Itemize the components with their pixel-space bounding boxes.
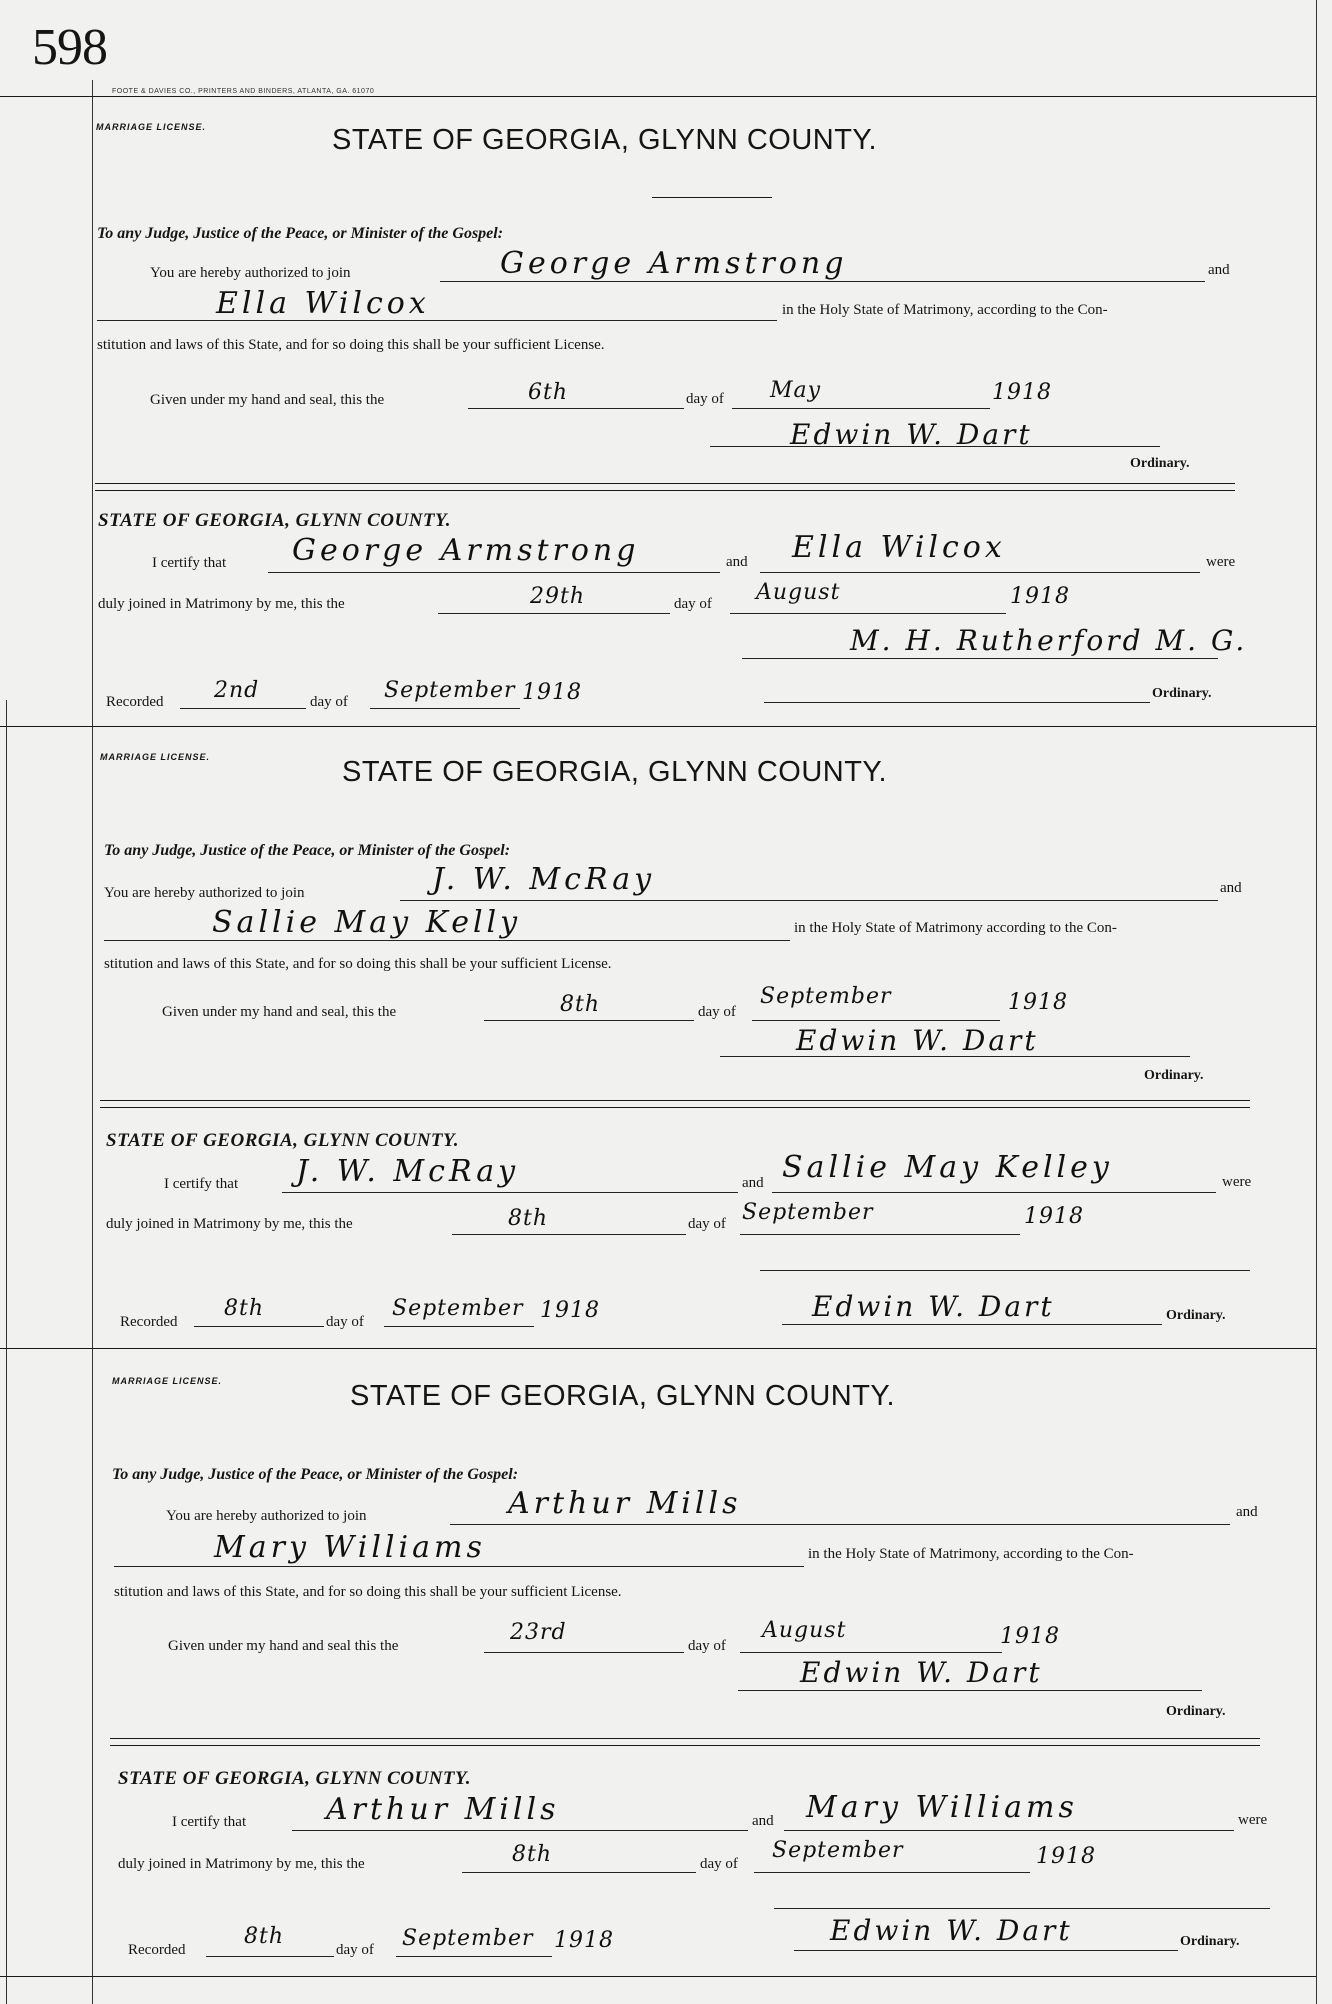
certify-text: I certify that bbox=[172, 1814, 247, 1830]
ordinary-line bbox=[738, 1690, 1202, 1691]
constitution-text: stitution and laws of this State, and for so doing this shall be your sufficient License. bbox=[114, 1584, 622, 1600]
recorded-day-of: day of bbox=[310, 694, 348, 710]
ordinary-text: Ordinary. bbox=[1130, 456, 1190, 471]
given-day-line bbox=[468, 408, 684, 409]
joined-month-line bbox=[740, 1234, 1020, 1235]
cert-and-text: and bbox=[752, 1813, 774, 1829]
were-text: were bbox=[1238, 1812, 1268, 1828]
joined-text: duly joined in Matrimony by me, this the bbox=[118, 1856, 365, 1872]
officiant-line bbox=[742, 658, 1218, 659]
ordinary-signature: Edwin W. Dart bbox=[790, 418, 1033, 451]
cert-groom-line bbox=[268, 572, 720, 573]
license-label: MARRIAGE LICENSE. bbox=[96, 122, 207, 132]
recorded-year: 1918 bbox=[522, 680, 582, 705]
authorized-text: You are hereby authorized to join bbox=[166, 1508, 367, 1524]
joined-day-of: day of bbox=[674, 596, 712, 612]
groom-line bbox=[450, 1524, 1230, 1525]
bride-lead-line bbox=[97, 320, 197, 321]
recorded-ordinary-text: Ordinary. bbox=[1166, 1308, 1226, 1323]
ordinary-signature: Edwin W. Dart bbox=[796, 1024, 1039, 1057]
were-text: were bbox=[1206, 554, 1236, 570]
cert-bride-line bbox=[784, 1830, 1234, 1831]
recorded-ordinary-line bbox=[794, 1950, 1178, 1951]
certify-text: I certify that bbox=[152, 555, 227, 571]
recorded-text: Recorded bbox=[120, 1314, 178, 1330]
right-margin-line bbox=[1316, 0, 1317, 2004]
recorded-month-line bbox=[370, 708, 520, 709]
bride-line bbox=[200, 940, 790, 941]
record-divider bbox=[0, 726, 1316, 727]
ordinary-text: Ordinary. bbox=[1166, 1704, 1226, 1719]
joined-day: 29th bbox=[530, 584, 586, 609]
bottom-rule bbox=[0, 1976, 1316, 1977]
page-number: 598 bbox=[32, 19, 107, 76]
record-divider bbox=[0, 1348, 1316, 1349]
cert-groom-line bbox=[292, 1830, 748, 1831]
bride-name: Ella Wilcox bbox=[216, 286, 430, 321]
were-text: were bbox=[1222, 1174, 1252, 1190]
cert-bride-line bbox=[772, 1192, 1216, 1193]
recorded-day-line bbox=[206, 1956, 334, 1957]
recorded-ordinary-text: Ordinary. bbox=[1180, 1934, 1240, 1949]
license-title: STATE OF GEORGIA, GLYNN COUNTY. bbox=[332, 124, 878, 156]
joined-year: 1918 bbox=[1024, 1204, 1084, 1229]
joined-month: August bbox=[756, 580, 841, 605]
cert-groom-name: George Armstrong bbox=[292, 533, 640, 568]
and-text: and bbox=[1220, 880, 1242, 896]
cert-bride-line bbox=[760, 572, 1200, 573]
joined-day-line bbox=[452, 1234, 686, 1235]
bride-lead-line bbox=[114, 1566, 204, 1567]
joined-month-line bbox=[754, 1872, 1030, 1873]
ordinary-signature: Edwin W. Dart bbox=[800, 1656, 1043, 1689]
section-divider bbox=[100, 1100, 1250, 1101]
section-divider bbox=[110, 1738, 1260, 1739]
ordinary-line bbox=[710, 446, 1160, 447]
recorded-day: 8th bbox=[244, 1924, 285, 1949]
recorded-ordinary-text: Ordinary. bbox=[1152, 686, 1212, 701]
joined-day-line bbox=[438, 613, 670, 614]
license-address: To any Judge, Justice of the Peace, or Minister of the Gospel: bbox=[104, 842, 511, 859]
recorded-day-of: day of bbox=[326, 1314, 364, 1330]
groom-line bbox=[400, 900, 1218, 901]
license-address: To any Judge, Justice of the Peace, or Minister of the Gospel: bbox=[97, 225, 504, 242]
given-month-line bbox=[740, 1652, 1002, 1653]
cert-bride-name: Ella Wilcox bbox=[792, 530, 1006, 565]
bride-line bbox=[197, 320, 777, 321]
section-divider-2 bbox=[100, 1107, 1250, 1108]
recorded-ordinary-line bbox=[764, 702, 1150, 703]
recorded-ordinary-line bbox=[782, 1324, 1162, 1325]
joined-text: duly joined in Matrimony by me, this the bbox=[98, 596, 345, 612]
cert-and-text: and bbox=[742, 1175, 764, 1191]
bride-lead-line bbox=[104, 940, 200, 941]
given-month: August bbox=[762, 1618, 847, 1643]
section-divider-2 bbox=[110, 1745, 1260, 1746]
joined-month: September bbox=[772, 1838, 904, 1863]
recorded-signature: Edwin W. Dart bbox=[812, 1290, 1055, 1323]
authorized-text: You are hereby authorized to join bbox=[104, 885, 305, 901]
joined-year: 1918 bbox=[1010, 584, 1070, 609]
groom-name: Arthur Mills bbox=[508, 1486, 742, 1521]
license-title: STATE OF GEORGIA, GLYNN COUNTY. bbox=[350, 1380, 896, 1412]
bride-name: Sallie May Kelly bbox=[212, 905, 522, 940]
certify-text: I certify that bbox=[164, 1176, 239, 1192]
groom-name: J. W. McRay bbox=[432, 862, 656, 897]
groom-line bbox=[440, 281, 1205, 282]
left-margin-line bbox=[92, 80, 93, 2004]
recorded-day-line bbox=[194, 1326, 324, 1327]
authorized-text: You are hereby authorized to join bbox=[150, 265, 351, 281]
recorded-month-line bbox=[396, 1956, 552, 1957]
given-year: 1918 bbox=[1008, 990, 1068, 1015]
printer-imprint: FOOTE & DAVIES CO., PRINTERS AND BINDERS, ATLANTA, GA. 61070 bbox=[112, 88, 375, 95]
cert-bride-name: Mary Williams bbox=[806, 1790, 1078, 1825]
section-divider-2 bbox=[95, 490, 1235, 491]
license-address: To any Judge, Justice of the Peace, or Minister of the Gospel: bbox=[112, 1466, 519, 1483]
joined-month: September bbox=[742, 1200, 874, 1225]
given-day-line bbox=[484, 1652, 684, 1653]
recorded-day: 8th bbox=[224, 1296, 265, 1321]
given-month-line bbox=[752, 1020, 1000, 1021]
cert-and-text: and bbox=[726, 554, 748, 570]
recorded-month: September bbox=[402, 1926, 534, 1951]
recorded-day-line bbox=[180, 708, 306, 709]
recorded-text: Recorded bbox=[128, 1942, 186, 1958]
officiant-line bbox=[774, 1908, 1270, 1909]
cert-bride-name: Sallie May Kelley bbox=[782, 1150, 1113, 1185]
bride-name: Mary Williams bbox=[214, 1530, 486, 1565]
given-text: Given under my hand and seal, this the bbox=[150, 392, 385, 408]
holy-state-text: in the Holy State of Matrimony, according to the Con- bbox=[782, 302, 1108, 318]
section-divider bbox=[95, 483, 1235, 484]
ordinary-line bbox=[720, 1056, 1190, 1057]
recorded-text: Recorded bbox=[106, 694, 164, 710]
given-day: 8th bbox=[560, 992, 601, 1017]
recorded-day-of: day of bbox=[336, 1942, 374, 1958]
given-text: Given under my hand and seal this the bbox=[168, 1638, 399, 1654]
officiant-signature: M. H. Rutherford M. G. bbox=[850, 624, 1248, 657]
and-text: and bbox=[1236, 1504, 1258, 1520]
officiant-line bbox=[760, 1270, 1250, 1271]
given-text: Given under my hand and seal, this the bbox=[162, 1004, 397, 1020]
joined-day-line bbox=[462, 1872, 696, 1873]
cert-groom-name: Arthur Mills bbox=[326, 1792, 560, 1827]
recorded-year: 1918 bbox=[554, 1928, 614, 1953]
given-day-line bbox=[484, 1020, 694, 1021]
license-title: STATE OF GEORGIA, GLYNN COUNTY. bbox=[342, 756, 888, 788]
certificate-title: STATE OF GEORGIA, GLYNN COUNTY. bbox=[118, 1768, 471, 1789]
joined-day: 8th bbox=[508, 1206, 549, 1231]
given-month: May bbox=[770, 378, 822, 403]
given-day-of: day of bbox=[698, 1004, 736, 1020]
joined-day-of: day of bbox=[700, 1856, 738, 1872]
given-day: 6th bbox=[528, 380, 569, 405]
given-day: 23rd bbox=[510, 1620, 567, 1645]
given-year: 1918 bbox=[992, 380, 1052, 405]
given-day-of: day of bbox=[688, 1638, 726, 1654]
holy-state-text: in the Holy State of Matrimony, according to the Con- bbox=[808, 1546, 1134, 1562]
holy-state-text: in the Holy State of Matrimony according to the Con- bbox=[794, 920, 1117, 936]
certificate-title: STATE OF GEORGIA, GLYNN COUNTY. bbox=[98, 510, 451, 531]
ordinary-text: Ordinary. bbox=[1144, 1068, 1204, 1083]
cert-groom-name: J. W. McRay bbox=[296, 1154, 520, 1189]
top-rule bbox=[0, 96, 1316, 97]
recorded-day: 2nd bbox=[214, 678, 260, 703]
bride-line bbox=[204, 1566, 804, 1567]
groom-name: George Armstrong bbox=[500, 246, 848, 281]
recorded-signature: Edwin W. Dart bbox=[830, 1914, 1073, 1947]
title-underline bbox=[652, 197, 772, 198]
given-month-line bbox=[732, 408, 990, 409]
recorded-year: 1918 bbox=[540, 1298, 600, 1323]
recorded-month: September bbox=[384, 678, 516, 703]
given-month: September bbox=[760, 984, 892, 1009]
certificate-title: STATE OF GEORGIA, GLYNN COUNTY. bbox=[106, 1130, 459, 1151]
license-label: MARRIAGE LICENSE. bbox=[112, 1376, 223, 1386]
cert-groom-line bbox=[282, 1192, 738, 1193]
joined-day: 8th bbox=[512, 1842, 553, 1867]
constitution-text: stitution and laws of this State, and for so doing this shall be your sufficient License. bbox=[104, 956, 612, 972]
joined-day-of: day of bbox=[688, 1216, 726, 1232]
joined-month-line bbox=[730, 613, 1006, 614]
left-edge-line bbox=[6, 700, 7, 2004]
recorded-month-line bbox=[384, 1326, 534, 1327]
and-text: and bbox=[1208, 262, 1230, 278]
given-day-of: day of bbox=[686, 391, 724, 407]
joined-year: 1918 bbox=[1036, 1844, 1096, 1869]
constitution-text: stitution and laws of this State, and for so doing this shall be your sufficient License. bbox=[97, 337, 605, 353]
joined-text: duly joined in Matrimony by me, this the bbox=[106, 1216, 353, 1232]
given-year: 1918 bbox=[1000, 1624, 1060, 1649]
license-label: MARRIAGE LICENSE. bbox=[100, 752, 211, 762]
recorded-month: September bbox=[392, 1296, 524, 1321]
